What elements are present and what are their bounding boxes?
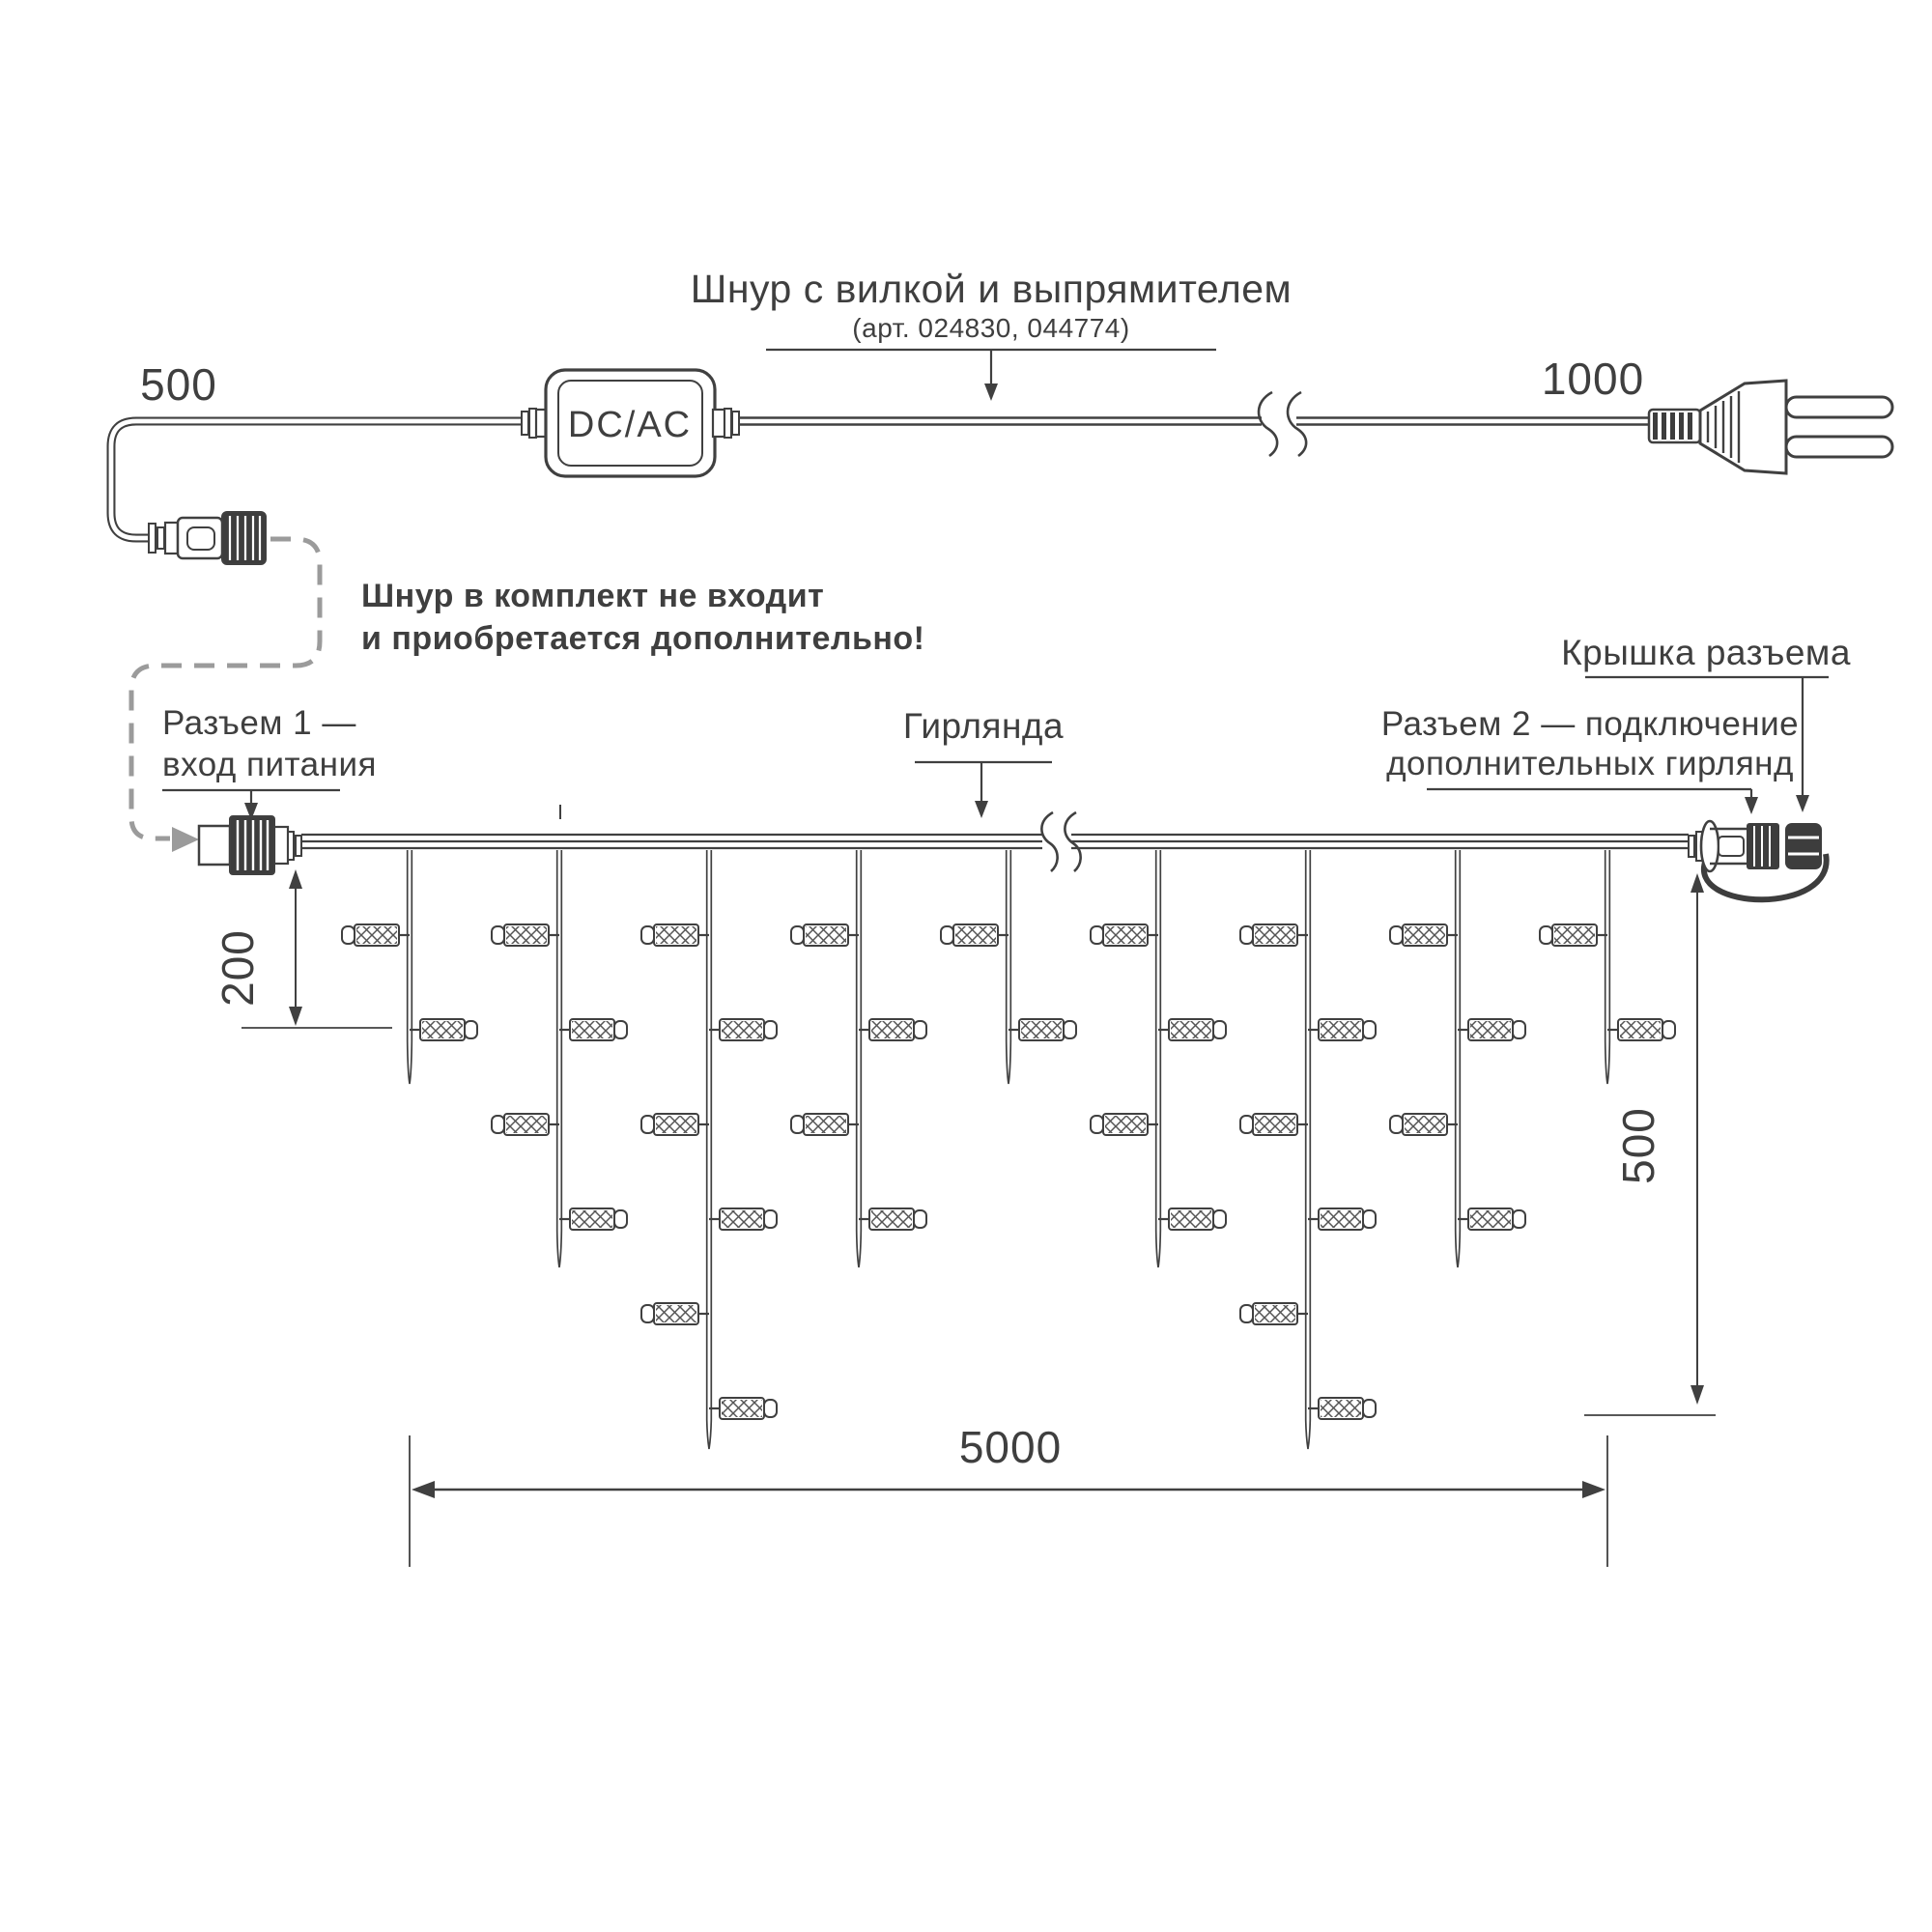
lamp-icon: [1390, 924, 1458, 946]
dim500-arrow-up-icon: [1690, 873, 1704, 893]
drop-wire: [1007, 850, 1011, 1084]
dashed-route: [131, 539, 320, 852]
connector2-arrowhead-icon: [1745, 797, 1758, 814]
connector1-line2: вход питания: [162, 746, 377, 783]
drop-wire: [1605, 850, 1610, 1084]
lamp-icon: [492, 924, 559, 946]
drop-wire: [408, 850, 412, 1084]
dimension-5000: [410, 1422, 1607, 1567]
garland-drop: [641, 850, 777, 1449]
lamp-icon: [1607, 1019, 1675, 1040]
lamp-icon: [1158, 1208, 1226, 1230]
lamp-icon: [791, 924, 859, 946]
lamp-icon: [641, 1303, 709, 1324]
garland-drop: [1091, 850, 1226, 1267]
lamp-icon: [1458, 1208, 1525, 1230]
lamp-icon: [709, 1398, 777, 1419]
power-plug-icon: [1649, 381, 1892, 473]
lamp-icon: [1308, 1208, 1376, 1230]
lamp-icon: [492, 1114, 559, 1135]
drop-wire: [1306, 850, 1311, 1449]
connector1-line1: Разъем 1 —: [162, 704, 356, 742]
lamp-icon: [559, 1019, 627, 1040]
dim-500-value: 500: [1613, 1107, 1663, 1184]
garland-label: [903, 706, 1064, 818]
lamp-icon: [1091, 924, 1158, 946]
dim-5000-value: 5000: [958, 1422, 1063, 1472]
garland-drop: [1390, 850, 1525, 1267]
drop-wire: [707, 850, 712, 1449]
lamp-icon: [941, 924, 1009, 946]
dim200-arrow-up-icon: [289, 869, 302, 889]
garland-drop: [342, 850, 477, 1084]
connector2-line1: Разъем 2 — подключение: [1380, 705, 1800, 743]
garland-wire: [301, 835, 1689, 848]
lamp-icon: [859, 1208, 926, 1230]
garland-drop: [492, 850, 627, 1267]
dim-cord-left-value: 500: [140, 359, 217, 410]
dim-cord-right-value: 1000: [1541, 354, 1645, 404]
converter-text: DC/AC: [567, 405, 693, 445]
cord-subtitle-text: (арт. 024830, 044774): [852, 313, 1130, 343]
lamp-icon: [859, 1019, 926, 1040]
dim500-arrow-down-icon: [1690, 1385, 1704, 1405]
lamp-icon: [1458, 1019, 1525, 1040]
note-line2: и приобретается дополнительно!: [361, 620, 925, 657]
cap-arrowhead-icon: [1796, 795, 1809, 812]
lamp-icon: [641, 924, 709, 946]
drop-wire: [1156, 850, 1161, 1267]
dashed-route-arrowhead-icon: [172, 827, 199, 852]
connector-2: [1689, 821, 1827, 899]
lamp-icon: [1091, 1114, 1158, 1135]
connector-1: [199, 816, 301, 874]
cord-label-arrowhead-icon: [984, 384, 998, 401]
lamp-icon: [709, 1019, 777, 1040]
garland-drop: [791, 850, 926, 1267]
garland-drop: [1240, 850, 1376, 1449]
cord-right-segment: [739, 418, 1649, 425]
lamp-icon: [1009, 1019, 1076, 1040]
lamp-icon: [1540, 924, 1607, 946]
cord-left-segment: [111, 421, 534, 538]
drop-wire: [557, 850, 562, 1267]
dim5000-arrow-left-icon: [412, 1481, 435, 1498]
dim5000-arrow-right-icon: [1582, 1481, 1605, 1498]
garland-label-text: Гирлянда: [902, 706, 1065, 746]
lamp-icon: [342, 924, 410, 946]
lamp-icon: [1158, 1019, 1226, 1040]
lamp-icon: [1390, 1114, 1458, 1135]
lamp-icon: [1240, 1303, 1308, 1324]
lamp-icon: [1240, 924, 1308, 946]
connector1-label: [162, 704, 377, 820]
note-line1: Шнур в комплект не входит: [361, 578, 825, 614]
drop-wire: [1456, 850, 1461, 1267]
not-included-note: [361, 578, 925, 657]
dc-ac-converter: [522, 370, 739, 476]
dimension-200: [213, 869, 392, 1028]
connector2-label: [1381, 705, 1799, 814]
connector2-line2: дополнительных гирлянд: [1386, 745, 1794, 782]
dimension-500: [1584, 873, 1716, 1415]
cap-label-text: Крышка разъема: [1561, 633, 1851, 672]
lamp-icon: [709, 1208, 777, 1230]
connector-cap: [1785, 823, 1822, 869]
dim200-arrow-down-icon: [289, 1007, 302, 1026]
garland-drops: [342, 850, 1675, 1449]
drop-wire: [857, 850, 862, 1267]
lamp-icon: [410, 1019, 477, 1040]
lamp-icon: [641, 1114, 709, 1135]
lamp-icon: [559, 1208, 627, 1230]
garland-drop: [1540, 850, 1675, 1084]
cord-label: [691, 267, 1293, 401]
lamp-icon: [1308, 1019, 1376, 1040]
garland-drop: [941, 850, 1076, 1084]
lamp-icon: [791, 1114, 859, 1135]
lamp-icon: [1240, 1114, 1308, 1135]
lamp-icon: [1308, 1398, 1376, 1419]
cord-end-connector: [149, 512, 266, 564]
cord-title-text: Шнур с вилкой и выпрямителем: [690, 267, 1293, 311]
garland-arrowhead-icon: [975, 801, 988, 818]
dim-200-value: 200: [213, 929, 263, 1007]
